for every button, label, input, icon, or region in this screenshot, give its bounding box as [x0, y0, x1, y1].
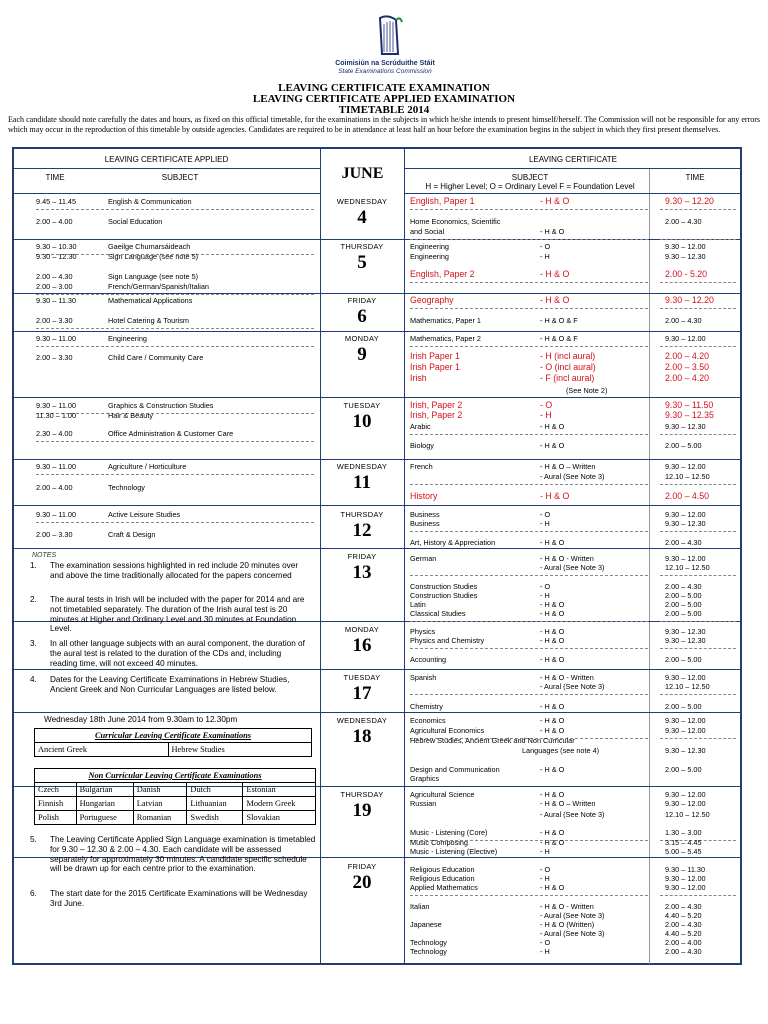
lc-level: - H & O: [540, 196, 570, 206]
lca-subject: Hotel Catering & Tourism: [108, 316, 189, 325]
lc-time: 2.00 – 4.30: [665, 582, 702, 591]
day-separator: [13, 397, 741, 398]
lc-subject: French: [410, 462, 433, 471]
lca-subject: Sign Language (see note 5): [108, 252, 199, 261]
lc-time: 2.00 – 4.00: [665, 938, 702, 947]
lca-time: 2.00 – 4.00: [36, 217, 73, 226]
lc-level: - H & O & F: [540, 334, 578, 343]
lc-time: 2.00 – 5.00: [665, 591, 702, 600]
lc-subject: Graphics: [410, 774, 440, 783]
lc-time: 2.00 – 5.00: [665, 655, 702, 664]
lc-level: - H & O: [540, 491, 570, 501]
lc-time-header: TIME: [685, 173, 705, 182]
lc-subject: Design and Communication: [410, 765, 500, 774]
lc-level: - H & O: [540, 716, 565, 725]
lca-time: 9.30 – 11.30: [36, 296, 77, 305]
lc-subject: English, Paper 1: [410, 196, 475, 206]
lc-subject: Construction Studies: [410, 582, 478, 591]
lc-time: 9.30 – 12.30: [665, 746, 706, 755]
day-separator: [13, 331, 741, 332]
lc-time: 2.00 – 5.00: [665, 600, 702, 609]
lc-subject: Italian: [410, 902, 430, 911]
day-separator: [13, 548, 741, 549]
lc-level: - H: [540, 874, 550, 883]
lc-time: 1.30 – 3.00: [665, 828, 702, 837]
lc-level: - Aural (See Note 3): [540, 682, 605, 691]
day-number: 20: [352, 872, 372, 893]
lc-level: - H & O – Written: [540, 799, 596, 808]
lc-time: 9.30 – 12.30: [665, 636, 706, 645]
lca-time: 2.00 – 4.30: [36, 272, 73, 281]
lc-subject: Music - Listening (Elective): [410, 847, 498, 856]
lca-subject: Active Leisure Studies: [108, 510, 181, 519]
lca-time: 9.30 – 11.00: [36, 462, 77, 471]
lca-time: 9.30 – 11.00: [36, 334, 77, 343]
lc-time: 2.00 – 5.00: [665, 441, 702, 450]
language-cell: Bulgarian: [76, 783, 133, 797]
day-number: 9: [357, 344, 367, 365]
lc-time: 9.30 – 12.00: [665, 334, 706, 343]
lc-level: - H & O: [540, 790, 565, 799]
lc-time: 2.00 - 5.20: [665, 269, 708, 279]
lc-subject: Art, History & Appreciation: [410, 538, 496, 547]
day-number: 17: [352, 683, 372, 704]
lc-level: - O: [540, 400, 553, 410]
lca-subject: Child Care / Community Care: [108, 353, 204, 362]
lca-time: 2.00 – 4.00: [36, 483, 73, 492]
lc-time: 9.30 – 12.30: [665, 422, 706, 431]
lc-subject: Agricultural Science: [410, 790, 475, 799]
lc-subject: Home Economics, Scientific: [410, 217, 501, 226]
lc-time: 9.30 – 12.00: [665, 554, 706, 563]
lca-time: 9.45 – 11.45: [36, 197, 77, 206]
lca-time-header: TIME: [45, 173, 65, 182]
lc-level: - H & O: [540, 600, 565, 609]
lc-time: 9.30 – 11.30: [665, 865, 706, 874]
lc-level: - F (incl aural): [540, 373, 595, 383]
notes-heading: NOTES: [32, 552, 57, 559]
harp-logo-icon: [374, 14, 404, 58]
lc-level: - H & O: [540, 702, 565, 711]
lc-time: 9.30 – 12.20: [665, 295, 714, 305]
lc-time: 9.30 – 12.00: [665, 874, 706, 883]
lc-level: - H: [540, 252, 550, 261]
lc-time: 2.00 – 4.30: [665, 920, 702, 929]
curricular-table: [34, 728, 312, 757]
lc-subject: (See Note 2): [566, 386, 608, 395]
lc-subject: Music Composing: [410, 838, 468, 847]
lc-level: - H & O: [540, 422, 565, 431]
lc-time: 2.00 – 5.00: [665, 609, 702, 618]
lc-level: - H & O: [540, 227, 565, 236]
lc-time: 9.30 – 12.00: [665, 673, 706, 682]
lc-subject: Chemistry: [410, 702, 443, 711]
day-name: WEDNESDAY: [336, 197, 388, 206]
lca-subject: Engineering: [108, 334, 147, 343]
lc-level: - H & O – Written: [540, 462, 596, 471]
lca-subject: Graphics & Construction Studies: [108, 401, 214, 410]
lca-time: 2.00 – 3.30: [36, 530, 73, 539]
lc-level: Languages (see note 4): [522, 746, 600, 755]
noncurricular-title: Non Curricular Leaving Certificate Examinations: [35, 769, 316, 783]
day-name: TUESDAY: [343, 673, 381, 682]
day-number: 10: [352, 411, 372, 432]
lc-time: 2.00 – 4.30: [665, 538, 702, 547]
note-4: Dates for the Leaving Certificate Examinations in Hebrew Studies, Ancient Greek and Non Curricular Languages are listed below.: [50, 675, 290, 694]
day-name: WEDNESDAY: [336, 716, 388, 725]
lc-level: - H & O: [540, 295, 570, 305]
lc-subject: Irish, Paper 2: [410, 410, 463, 420]
lc-time: 3.15 – 4.45: [665, 838, 702, 847]
lca-subject-header: SUBJECT: [161, 173, 199, 182]
lc-subject: Technology: [410, 947, 447, 956]
lca-subject: Mathematical Applications: [108, 296, 193, 305]
lc-level: - H & O - Written: [540, 673, 594, 682]
lc-level: - Aural (See Note 3): [540, 563, 605, 572]
lca-time: 9.30 – 10.30: [36, 242, 77, 251]
lca-subject: Hair & Beauty: [108, 411, 154, 420]
language-cell: Modern Greek: [243, 797, 316, 811]
title-lc: LEAVING CERTIFICATE EXAMINATION: [278, 82, 490, 94]
lc-subject: Religious Education: [410, 874, 475, 883]
lc-subject: Spanish: [410, 673, 437, 682]
lc-subject: German: [410, 554, 437, 563]
day-name: FRIDAY: [347, 862, 377, 871]
day-number: 12: [352, 520, 372, 541]
lca-time: 9.30 – 11.00: [36, 401, 77, 410]
curricular-cell: Ancient Greek: [35, 743, 169, 757]
lca-subject: Gaeilge Chumarsáideach: [108, 242, 191, 251]
lc-level: - O (incl aural): [540, 362, 596, 372]
lc-time: 2.00 – 4.30: [665, 947, 702, 956]
lca-subject: English & Communication: [108, 197, 192, 206]
lca-subject: Sign Language (see note 5): [108, 272, 199, 281]
lc-subject: Engineering: [410, 242, 449, 251]
day-number: 18: [352, 726, 372, 747]
lc-level: - H & O: [540, 765, 565, 774]
lc-time: 2.00 – 3.50: [665, 362, 710, 372]
lca-time: 2.00 – 3.30: [36, 316, 73, 325]
lc-time: 9.30 – 12.00: [665, 790, 706, 799]
day-name: WEDNESDAY: [336, 462, 388, 471]
lc-level: - H & O: [540, 538, 565, 547]
lca-time: 2.30 – 4.00: [36, 429, 73, 438]
noncurricular-table: [34, 768, 316, 825]
day-number: 5: [357, 252, 367, 273]
lc-subject: Accounting: [410, 655, 447, 664]
language-cell: Hungarian: [76, 797, 133, 811]
language-cell: Latvian: [133, 797, 187, 811]
lc-time: 2.00 – 4.50: [665, 491, 710, 501]
lc-subject: Arabic: [410, 422, 431, 431]
lc-time: 9.30 – 12.30: [665, 519, 706, 528]
lc-level: - Aural (See Note 3): [540, 810, 605, 819]
lc-subject: Mathematics, Paper 2: [410, 334, 481, 343]
lc-level: - H & O: [540, 269, 570, 279]
lc-level: - H & O (Written): [540, 920, 595, 929]
lc-time: 2.00 – 5.00: [665, 702, 702, 711]
lc-time: 9.30 – 12.30: [665, 252, 706, 261]
lc-subject: Irish Paper 1: [410, 362, 460, 372]
lc-time: 12.10 – 12.50: [665, 472, 710, 481]
day-name: MONDAY: [344, 334, 380, 343]
lc-subject: and Social: [410, 227, 445, 236]
lc-subject: Japanese: [410, 920, 442, 929]
lc-subject: Physics: [410, 627, 436, 636]
note-6: The start date for the 2015 Certificate Examinations will be Wednesday 3rd June.: [50, 889, 308, 908]
day-separator: [13, 712, 741, 713]
language-cell: Portuguese: [76, 811, 133, 825]
lc-level: - O: [540, 938, 551, 947]
lc-time: 2.00 – 4.30: [665, 316, 702, 325]
title-timetable: TIMETABLE 2014: [338, 104, 430, 116]
lc-time: 9.30 – 12.00: [665, 462, 706, 471]
lca-subject: Craft & Design: [108, 530, 156, 539]
curricular-cell: Hebrew Studies: [168, 743, 312, 757]
lc-time: 9.30 – 12.20: [665, 196, 714, 206]
lc-level: - H & O: [540, 838, 565, 847]
lca-subject: Social Education: [108, 217, 163, 226]
lc-level: - H & O: [540, 655, 565, 664]
lca-time: 2.00 – 3.30: [36, 353, 73, 362]
lc-subject: Mathematics, Paper 1: [410, 316, 481, 325]
lc-subject: History: [410, 491, 438, 501]
note-3: In all other language subjects with an aural component, the duration of the aural test is related to the duration of the CDs and, including reading time, will not exceed 40 minutes.: [50, 639, 305, 668]
lca-time: 9.30 – 11.00: [36, 510, 77, 519]
language-cell: Estonian: [243, 783, 316, 797]
day-number: 13: [352, 562, 372, 583]
lc-subject: Agricultural Economics: [410, 726, 485, 735]
lc-level: - H: [540, 410, 552, 420]
day-name: THURSDAY: [340, 242, 384, 251]
lc-time: 2.00 – 4.30: [665, 902, 702, 911]
day-separator: [13, 459, 741, 460]
lca-time: 9.30 – 12.30: [36, 252, 77, 261]
language-cell: Lithuanian: [187, 797, 243, 811]
month-label: JUNE: [341, 165, 384, 182]
org-name-irish: Coimisiún na Scrúduithe Stáit: [335, 60, 435, 67]
lc-time: 9.30 – 12.00: [665, 510, 706, 519]
lc-level: - Aural (See Note 3): [540, 929, 605, 938]
lc-level: - H & O: [540, 609, 565, 618]
lc-time: 12.10 – 12.50: [665, 810, 710, 819]
lc-time: 9.30 – 12.30: [665, 627, 706, 636]
lca-section-header: LEAVING CERTIFICATE APPLIED: [104, 155, 229, 164]
language-cell: Dutch: [187, 783, 243, 797]
day-separator: [13, 669, 741, 670]
lc-time: 12.10 – 12.50: [665, 682, 710, 691]
lc-level: - H & O - Written: [540, 554, 594, 563]
lc-level: - H: [540, 519, 550, 528]
lc-time: 4.40 – 5.20: [665, 911, 702, 920]
lc-subject: Engineering: [410, 252, 449, 261]
language-cell: Danish: [133, 783, 187, 797]
lc-time: 9.30 – 12.35: [665, 410, 714, 420]
note-5: The Leaving Certificate Applied Sign Language examination is timetabled for 9.30 – 12.30 & 2.00 – 4.30. Each candidate will be assessed separately for approximately 30 minutes. A candidate specific schedule will be drawn up for each centre prior to the examination.: [50, 835, 316, 874]
lc-level: - O: [540, 582, 551, 591]
lc-time: 5.00 – 5.45: [665, 847, 702, 856]
lc-time: 2.00 – 4.20: [665, 373, 710, 383]
lca-subject: Office Administration & Customer Care: [108, 429, 234, 438]
intro-paragraph: Each candidate should note carefully the dates and hours, as fixed on this official timetable, for the examinations in the subjects in which he/she intends to present himself/herself. The Commission will not be responsible for any errors which may occur in the reproduction of this timetable by outside agencies. Candidates are required to be in attendance at least half an hour before the examination begins in the subject in which they first present themselves.: [8, 115, 760, 134]
lc-subject: Irish: [410, 373, 427, 383]
lc-subject: Irish, Paper 2: [410, 400, 463, 410]
lca-time: 2.00 – 3.00: [36, 282, 73, 291]
lc-level: - H & O: [540, 441, 565, 450]
lc-time: 2.00 – 5.00: [665, 765, 702, 774]
lc-subject: Irish Paper 1: [410, 351, 460, 361]
day-name: THURSDAY: [340, 510, 384, 519]
lc-time: 9.30 – 12.00: [665, 242, 706, 251]
language-cell: Czech: [35, 783, 77, 797]
lc-subject: Hebrew Studies, Ancient Greek and Non Curricular: [410, 736, 575, 745]
language-cell: Polish: [35, 811, 77, 825]
day-name: THURSDAY: [340, 790, 384, 799]
lc-level: - H: [540, 847, 550, 856]
lc-subject: Technology: [410, 938, 447, 947]
day-name: FRIDAY: [347, 552, 377, 561]
day-number: 16: [352, 635, 372, 656]
divider-right: [404, 148, 405, 964]
lc-subject: Biology: [410, 441, 434, 450]
lc-subject: Applied Mathematics: [410, 883, 478, 892]
lc-level: - H & O: [540, 627, 565, 636]
day-name: TUESDAY: [343, 401, 381, 410]
lc-time: 2.00 – 4.30: [665, 217, 702, 226]
lc-level: - H & O - Written: [540, 902, 594, 911]
lc-level: - Aural (See Note 3): [540, 911, 605, 920]
lc-level: - H & O: [540, 726, 565, 735]
org-name-english: State Examinations Commission: [338, 68, 432, 75]
lc-time: 4.40 – 5.20: [665, 929, 702, 938]
lc-level: - H: [540, 591, 550, 600]
lc-level: - H: [540, 947, 550, 956]
lc-level: - H & O & F: [540, 316, 578, 325]
lc-subject: Religious Education: [410, 865, 475, 874]
lc-level: - H & O: [540, 636, 565, 645]
lc-levels-legend: H = Higher Level; O = Ordinary Level F = Foundation Level: [425, 182, 635, 191]
lc-time: 9.30 – 12.00: [665, 883, 706, 892]
hebrew-greek-date: Wednesday 18th June 2014 from 9.30am to 12.30pm: [44, 715, 238, 724]
day-name: MONDAY: [344, 625, 380, 634]
lc-time: 12.10 – 12.50: [665, 563, 710, 572]
lc-level: - O: [540, 242, 551, 251]
lc-subject: Business: [410, 519, 440, 528]
lc-level: - H (incl aural): [540, 351, 596, 361]
lc-time: 9.30 – 12.00: [665, 799, 706, 808]
lc-level: - O: [540, 510, 551, 519]
lca-time: 11.30 – 1.00: [36, 411, 77, 420]
note-1: The examination sessions highlighted in red include 20 minutes over and above the time traditionally allocated for the papers concerned: [50, 561, 299, 580]
day-number: 4: [357, 207, 367, 228]
note-2: The aural tests in Irish will be included with the paper for 2014 and are not timetabled separately. The duration of the Irish aural test is 20 minutes at Higher and Ordinary Level and 30 minutes at Foundation Level.: [50, 595, 305, 634]
lc-subject: Economics: [410, 716, 446, 725]
language-cell: Swedish: [187, 811, 243, 825]
lc-level: - O: [540, 865, 551, 874]
lc-section-header: LEAVING CERTIFICATE: [528, 155, 617, 164]
day-separator: [13, 505, 741, 506]
lc-subject: Russian: [410, 799, 437, 808]
lc-subject-header: SUBJECT: [511, 173, 549, 182]
day-number: 11: [353, 472, 371, 493]
lc-time: 9.30 – 12.00: [665, 726, 706, 735]
lc-subject: Geography: [410, 295, 454, 305]
lca-subject: Agriculture / Horticulture: [108, 462, 187, 471]
title-lca: LEAVING CERTIFICATE APPLIED EXAMINATION: [252, 93, 516, 105]
lc-level: - Aural (See Note 3): [540, 472, 605, 481]
lc-subject: English, Paper 2: [410, 269, 475, 279]
lc-subject: Classical Studies: [410, 609, 466, 618]
lc-subject: Construction Studies: [410, 591, 478, 600]
language-cell: Finnish: [35, 797, 77, 811]
lc-subject: Latin: [410, 600, 426, 609]
lc-time: 9.30 – 11.50: [665, 400, 714, 410]
lc-subject: Music - Listening (Core): [410, 828, 488, 837]
lca-subject: French/German/Spanish/Italian: [108, 282, 209, 291]
lc-time: 2.00 – 4.20: [665, 351, 710, 361]
day-name: FRIDAY: [347, 296, 377, 305]
lc-level: - H & O: [540, 883, 565, 892]
lc-subject: Physics and Chemistry: [410, 636, 485, 645]
day-number: 19: [352, 800, 372, 821]
curricular-title: Curricular Leaving Certificate Examinations: [35, 729, 312, 743]
lc-subject: Business: [410, 510, 440, 519]
lca-subject: Technology: [108, 483, 145, 492]
language-cell: Slovakian: [243, 811, 316, 825]
lc-time: 9.30 – 12.00: [665, 716, 706, 725]
lc-level: - H & O: [540, 828, 565, 837]
language-cell: Romanian: [133, 811, 187, 825]
day-number: 6: [357, 306, 367, 327]
